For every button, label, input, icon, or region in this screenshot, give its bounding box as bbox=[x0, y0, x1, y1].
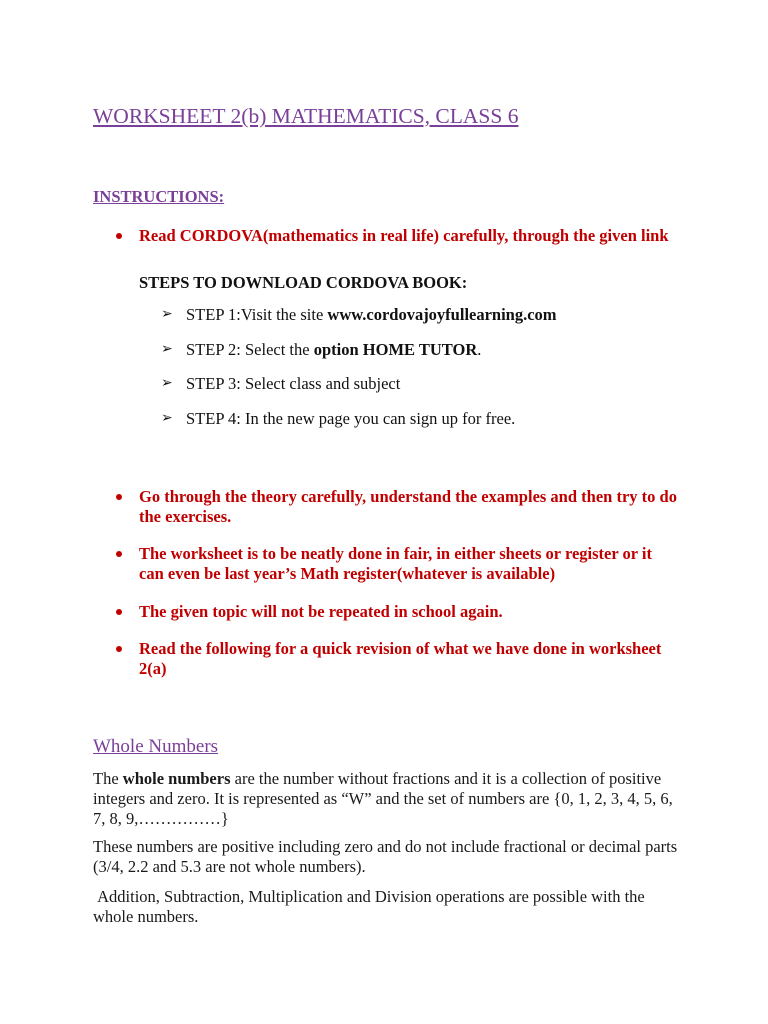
instruction-item: Read CORDOVA(mathematics in real life) carefully, through the given link bbox=[139, 226, 669, 245]
instruction-item: The given topic will not be repeated in school again. bbox=[139, 602, 503, 621]
paragraph-text: The bbox=[93, 769, 123, 788]
step-item bbox=[186, 305, 557, 325]
step-text: STEP 1:Visit the site bbox=[186, 305, 328, 324]
bullet-dot bbox=[116, 494, 122, 500]
step-text: STEP 2: Select the bbox=[186, 340, 314, 359]
arrow-bullet-icon: ➢ bbox=[161, 411, 173, 426]
step-text-suffix: . bbox=[477, 340, 482, 359]
step-item bbox=[186, 374, 400, 394]
step-item bbox=[186, 340, 481, 360]
section-heading: Whole Numbers bbox=[93, 736, 219, 757]
instruction-item: Go through the theory carefully, understand the examples and then try to do the exercises. bbox=[139, 487, 677, 526]
steps-heading: STEPS TO DOWNLOAD CORDOVA BOOK: bbox=[139, 273, 468, 292]
instruction-item: The worksheet is to be neatly done in fair, in either sheets or register or it can even be last year’s Math register(whatever is available) bbox=[139, 544, 652, 583]
bullet-dot bbox=[116, 551, 122, 557]
arrow-bullet-icon: ➢ bbox=[161, 342, 173, 357]
step-link[interactable]: www.cordovajoyfullearning.com bbox=[327, 305, 557, 324]
paragraph: Addition, Subtraction, Multiplication and Division operations are possible with the whole numbers. bbox=[93, 887, 649, 926]
paragraph-text: are the number without fractions and it is a collection of positive integers and zero. It is represented as “W” and the set of numbers are {0, 1, 2, 3, 4, 5, 6, 7, 8, 9,……………} bbox=[93, 769, 673, 828]
instruction-item: Read the following for a quick revision of what we have done in worksheet 2(a) bbox=[139, 639, 662, 678]
bullet-dot bbox=[116, 233, 122, 239]
step-item bbox=[186, 409, 515, 429]
worksheet-title: WORKSHEET 2(b) MATHEMATICS, CLASS 6 bbox=[93, 104, 519, 128]
arrow-bullet-icon: ➢ bbox=[161, 307, 173, 322]
paragraph bbox=[93, 769, 683, 829]
arrow-bullet-icon: ➢ bbox=[161, 376, 173, 391]
instructions-heading: INSTRUCTIONS: bbox=[93, 187, 225, 206]
paragraph-bold: whole numbers bbox=[122, 769, 231, 788]
bullet-dot bbox=[116, 646, 122, 652]
paragraph: These numbers are positive including zero and do not include fractional or decimal parts (3/4, 2.2 and 5.3 are not whole numbers). bbox=[93, 837, 678, 876]
step-bold: option HOME TUTOR bbox=[313, 340, 478, 359]
bullet-dot bbox=[116, 609, 122, 615]
step-text: STEP 3: Select class and subject bbox=[186, 374, 401, 393]
step-text: STEP 4: In the new page you can sign up for free. bbox=[186, 409, 516, 428]
